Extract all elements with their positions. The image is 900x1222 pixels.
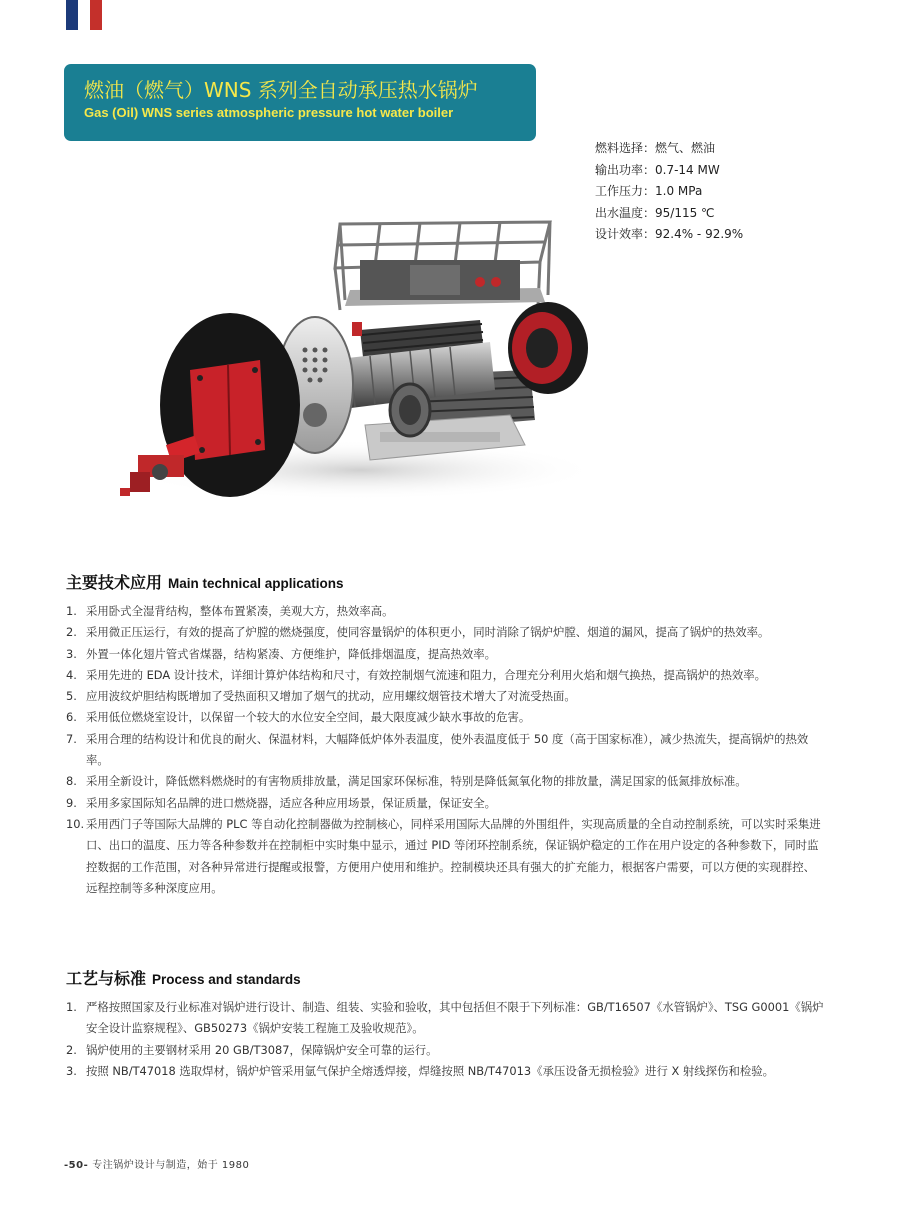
section-title-en: Process and standards <box>152 972 301 987</box>
spec-efficiency: 设计效率：92.4% - 92.9% <box>595 227 744 241</box>
title-banner <box>64 64 536 141</box>
list-item-number: 7. <box>66 731 77 746</box>
list-item <box>66 686 826 707</box>
list-item-text: 严格按照国家及行业标准对锅炉进行设计、制造、组装、实验和验收，其中包括但不限于下列标准：GB/T16507《水管锅炉》、TSG G0001《锅炉安全设计监察规程》、GB50273《锅炉安装工程施工及验收规范》。 <box>86 1000 824 1036</box>
list-item <box>66 814 826 899</box>
list-item-number: 10. <box>66 816 85 831</box>
list-item-number: 9. <box>66 795 77 810</box>
spec-temperature: 出水温度：95/115 ℃ <box>595 205 715 220</box>
list-item-number: 1. <box>66 1000 77 1014</box>
spec-fuel: 燃料选择：燃气、燃油 <box>595 141 716 155</box>
list-item-number: 5. <box>66 689 77 704</box>
spec-power: 输出功率：0.7-14 MW <box>595 162 720 177</box>
list-item <box>66 601 826 622</box>
page-footer <box>64 1156 249 1171</box>
list-item-text: 应用波纹炉胆结构既增加了受热面积又增加了烟气的扰动，应用螺纹烟管技术增大了对流受热面。 <box>86 689 576 704</box>
flag-stripe-red <box>90 0 102 30</box>
list-item-number: 1. <box>66 604 77 618</box>
list-item-text: 采用全新设计，降低燃料燃烧时的有害物质排放量，满足国家环保标准，特别是降低氮氧化物的排放量，满足国家的低氮排放标准。 <box>86 774 747 789</box>
list-item-number: 6. <box>66 710 77 725</box>
process-standards-list <box>66 997 826 1082</box>
section-title-en: Main technical applications <box>168 576 344 591</box>
list-item-number: 8. <box>66 774 77 789</box>
section-title-cn: 工艺与标准 <box>66 969 147 988</box>
page-number: -50- <box>64 1160 89 1171</box>
list-item <box>66 665 826 686</box>
list-item-number: 2. <box>66 625 77 640</box>
list-item-text: 采用微正压运行，有效的提高了炉膛的燃烧强度，使同容量锅炉的体积更小，同时消除了锅炉炉膛、烟道的漏风，提高了锅炉的热效率。 <box>86 625 770 640</box>
list-item-text: 采用先进的 EDA 设计技术，详细计算炉体结构和尺寸，有效控制烟气流速和阻力，合理充分利用火焰和烟气换热，提高锅炉的热效率。 <box>86 667 767 682</box>
spec-pressure: 工作压力：1.0 MPa <box>595 184 703 198</box>
tech-application-list <box>66 601 826 899</box>
list-item-text: 采用合理的结构设计和优良的耐火、保温材料，大幅降低炉体外表温度，使外表温度低于 50 度（高于国家标准），减少热流失，提高锅炉的热效率。 <box>86 731 809 768</box>
list-item <box>66 771 826 792</box>
flag-decoration <box>66 0 102 30</box>
list-item-text: 采用卧式全湿背结构，整体布置紧凑，美观大方，热效率高。 <box>86 604 394 618</box>
list-item-number: 3. <box>66 646 77 661</box>
section-heading-process <box>66 966 301 989</box>
section-heading-tech <box>66 570 344 593</box>
list-item <box>66 997 826 1040</box>
list-item <box>66 622 826 643</box>
footer-slogan: 专注锅炉设计与制造，始于 1980 <box>92 1160 250 1171</box>
list-item-number: 4. <box>66 667 77 682</box>
list-item-number: 3. <box>66 1063 77 1078</box>
list-item-number: 2. <box>66 1042 77 1057</box>
flag-stripe-blue <box>66 0 78 30</box>
list-item <box>66 707 826 728</box>
page-title-cn: 燃油（燃气）WNS 系列全自动承压热水锅炉 <box>84 78 478 102</box>
list-item-text: 采用西门子等国际大品牌的 PLC 等自动化控制器做为控制核心，同样采用国际大品牌的外围组件，实现高质量的全自动控制系统，可以实时采集进口、出口的温度、压力等各种参数并在控制柜中实时集中显示，通过 PID 等闭环控制系统，保证锅炉稳定的工作在用户设定的各种参数下，同时监控数据的工作范围，对各种异常进行提醒或报警，方便用户使用和维护。控制模块还具有强大的扩充能力，根据客户需要，可以方便的实现群控、远程控制等多种深度应用。 <box>86 816 821 895</box>
list-item-text: 按照 NB/T47018 选取焊材，锅炉炉管采用氩气保护全熔透焊接，焊缝按照 NB/T47013《承压设备无损检验》进行 X 射线探伤和检验。 <box>86 1063 775 1078</box>
list-item <box>66 1061 826 1082</box>
page-title-en: Gas (Oil) WNS series atmospheric pressure hot water boiler <box>84 105 454 120</box>
list-item <box>66 793 826 814</box>
section-title-cn: 主要技术应用 <box>66 573 163 592</box>
list-item <box>66 644 826 665</box>
flag-stripe-white <box>78 0 90 30</box>
list-item-text: 采用低位燃烧室设计，以保留一个较大的水位安全空间，最大限度减少缺水事故的危害。 <box>86 710 531 725</box>
list-item <box>66 1040 826 1061</box>
boiler-exploded-illustration <box>110 210 630 510</box>
list-item-text: 锅炉使用的主要钢材采用 20 GB/T3087，保障锅炉安全可靠的运行。 <box>86 1042 438 1057</box>
list-item-text: 采用多家国际知名品牌的进口燃烧器，适应各种应用场景，保证质量，保证安全。 <box>86 795 497 810</box>
list-item <box>66 729 826 772</box>
list-item-text: 外置一体化翅片管式省煤器，结构紧凑、方便维护，降低排烟温度，提高热效率。 <box>86 646 497 661</box>
